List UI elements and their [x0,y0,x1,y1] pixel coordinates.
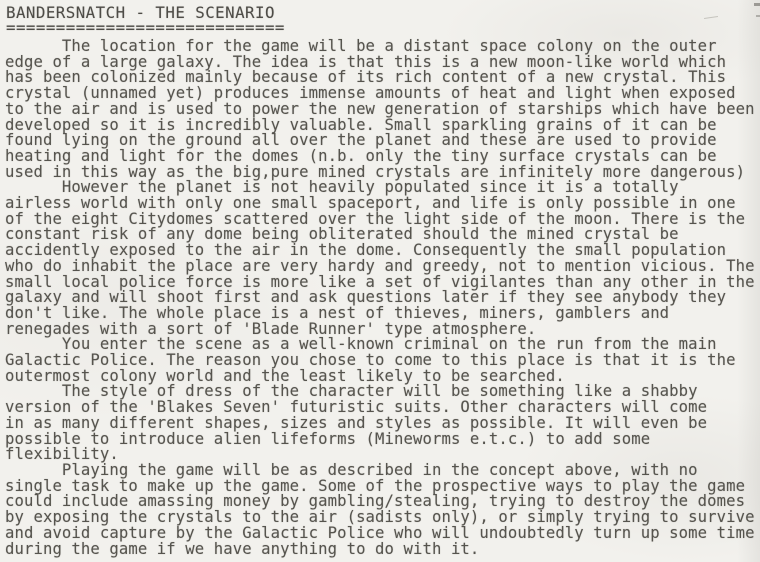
text-line: version of the 'Blakes Seven' futuristic suits. Other characters will come [5,398,708,417]
text-line: don't like. The whole place is a nest of thieves, miners, gamblers and [5,303,670,322]
scan-artifact [756,15,760,17]
text-line: flexibility. [5,445,119,464]
scan-artifact [754,3,760,6]
text-line: renegades with a sort of 'Blade Runner' type atmosphere. [5,319,537,338]
text-line: The style of dress of the character will be something like a shabby [5,382,698,401]
text-line: Galactic Police. The reason you chose to come to this place is that it is the [5,351,736,370]
text-line: small local police force is more like a set of vigilantes than any other in the [5,272,755,291]
text-line: airless world with only one small spaceport, and life is only possible in one [5,194,736,213]
title-underline: ============================ [6,18,285,37]
text-line: outermost colony world and the least likely to be searched. [5,366,565,385]
text-line: heating and light for the domes (n.b. only the tiny surface crystals can be [5,146,717,165]
text-line: The location for the game will be a distant space colony on the outer [5,37,717,55]
text-line: during the game if we have anything to do with it. [5,539,480,558]
text-line: and avoid capture by the Galactic Police who will undoubtedly turn up some time [5,523,755,542]
text-line: possible to introduce alien lifeforms (Mineworms e.t.c.) to add some [5,429,651,448]
text-line: crystal (unnamed yet) produces immense amounts of heat and light when exposed [5,84,736,103]
text-line: Playing the game will be as described in the concept above, with no [5,460,698,479]
text-line: You enter the scene as a well-known criminal on the run from the main [5,335,717,354]
text-line: However the planet is not heavily populated since it is a totally [5,178,679,197]
text-line: could include amassing money by gambling/stealing, trying to destroy the domes [5,492,746,511]
text-line: to the air and is used to power the new generation of starships which have been [5,99,755,118]
text-line: edge of a large galaxy. The idea is that this is a new moon-like world which [5,52,727,71]
text-line: accidently exposed to the air in the dome. Consequently the small population [5,241,727,260]
text-line: developed so it is incredibly valuable. Small sparkling grains of it can be [5,115,717,134]
text-line: galaxy and will shoot first and ask questions later if they see anybody they [5,288,727,307]
text-line: in as many different shapes, sizes and styles as possible. It will even be [5,413,708,432]
document-body [0,36,760,557]
text-line: single task to make up the game. Some of the prospective ways to play the game [5,476,746,495]
text-line: constant risk of any dome being obliterated should the mined crystal be [5,225,679,244]
document-title: BANDERSNATCH - THE SCENARIO [6,3,275,22]
text-line: by exposing the crystals to the air (sadists only), or simply trying to survive [5,508,755,527]
text-line: has been colonized mainly because of its rich content of a new crystal. This [5,68,727,87]
document-header [0,0,760,36]
text-line: used in this way as the big,pure mined crystals are infinitely more dangerous) [5,162,746,181]
text-line: found lying on the ground all over the planet and these are used to provide [5,131,717,150]
text-line: of the eight Citydomes scattered over the light side of the moon. There is the [5,209,746,228]
text-line: who do inhabit the place are very hardy and greedy, not to mention vicious. The [5,256,755,275]
